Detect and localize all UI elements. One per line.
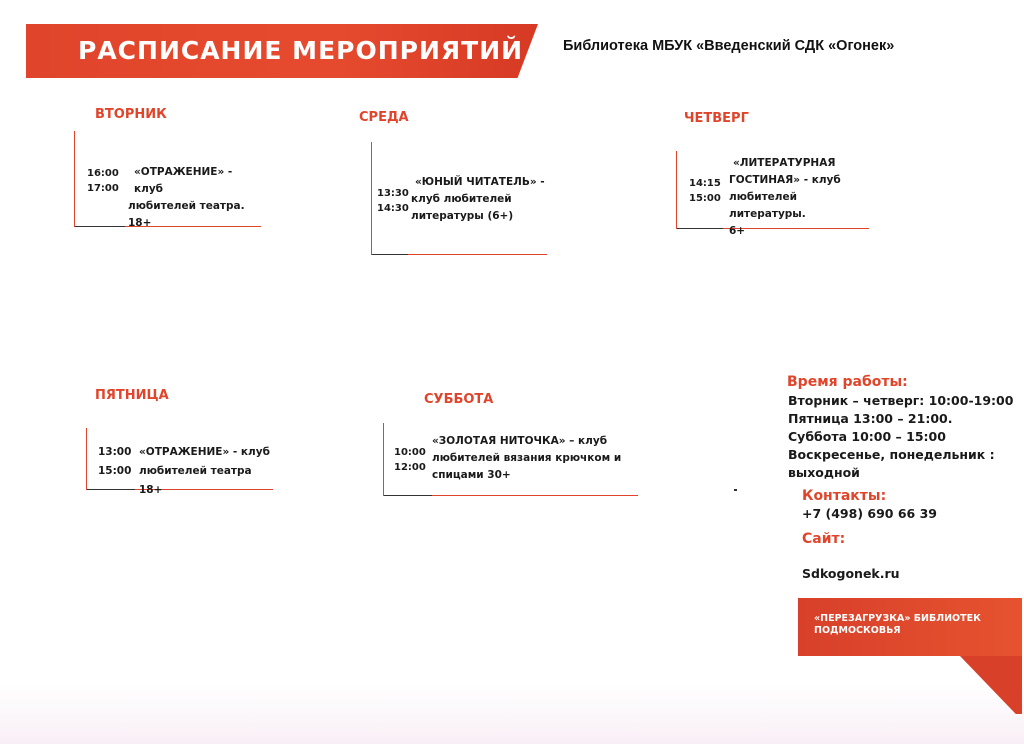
stray-dot: [734, 489, 737, 491]
footer-banner-text: «ПЕРЕЗАГРУЗКА» БИБЛИОТЕК ПОДМОСКОВЬЯ: [814, 613, 981, 636]
event-times: 13:30 14:30: [377, 188, 409, 214]
schedule-card-saturday: [383, 423, 638, 496]
page-background-fade: [0, 684, 1024, 744]
schedule-card-tuesday: [74, 131, 261, 227]
site-link[interactable]: Sdkogonek.ru: [802, 566, 900, 581]
event-times: 16:00 17:00: [87, 168, 119, 194]
event-times: 10:00 12:00: [394, 447, 426, 473]
site-heading: Сайт:: [802, 531, 846, 547]
event-description: «ОТРАЖЕНИЕ» - клуб любителей театра 18+: [139, 446, 270, 496]
contacts-heading: Контакты:: [802, 488, 887, 504]
organization-name: Библиотека МБУК «Введенский СДК «Огонек»: [563, 38, 895, 54]
event-times: 13:00 15:00: [98, 446, 132, 477]
day-title-wednesday: СРЕДА: [359, 110, 409, 125]
event-description: «ЗОЛОТАЯ НИТОЧКА» – клуб любителей вязания крючком и спицами 30+: [432, 435, 622, 481]
event-description: «ЛИТЕРАТУРНАЯ ГОСТИНАЯ» - клуб любителей литературы. 6+: [729, 157, 841, 237]
day-title-saturday: СУББОТА: [424, 392, 494, 407]
working-hours-list: Вторник – четверг: 10:00-19:00 Пятница 13:00 – 21:00. Суббота 10:00 – 15:00 Воскресенье, понедельник : выходной: [788, 393, 1014, 480]
event-description: «ОТРАЖЕНИЕ» - клуб любителей театра. 18+: [128, 166, 245, 229]
contact-phone: +7 (498) 690 66 39: [802, 506, 937, 521]
schedule-card-thursday: [676, 151, 869, 237]
event-times: 14:15 15:00: [689, 178, 721, 204]
day-title-tuesday: ВТОРНИК: [95, 107, 167, 122]
schedule-card-wednesday: [371, 142, 547, 255]
day-title-friday: ПЯТНИЦА: [95, 388, 169, 403]
working-hours-heading: Время работы:: [787, 374, 908, 390]
day-title-thursday: ЧЕТВЕРГ: [684, 111, 749, 126]
event-description: «ЮНЫЙ ЧИТАТЕЛЬ» - клуб любителей литературы (6+): [411, 176, 545, 222]
page-title: РАСПИСАНИЕ МЕРОПРИЯТИЙ: [78, 36, 524, 65]
schedule-card-friday: [86, 428, 273, 496]
